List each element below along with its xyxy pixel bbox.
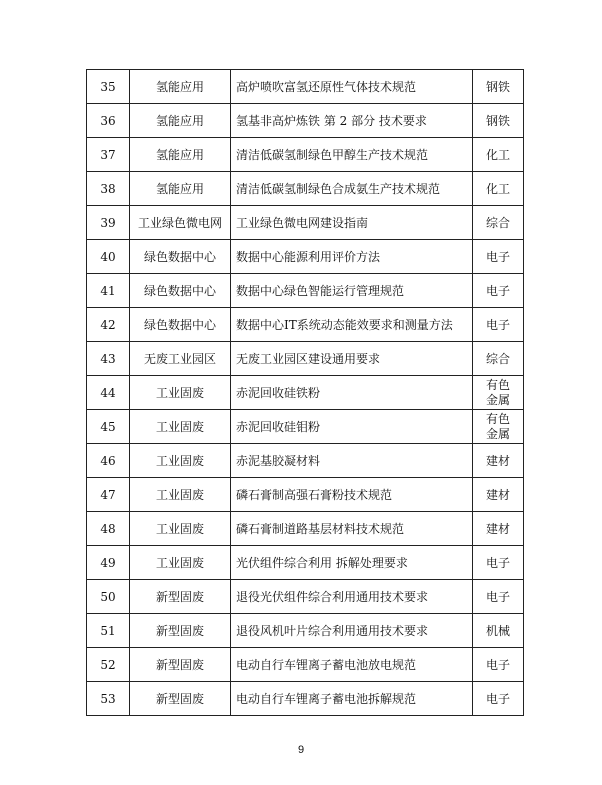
row-number-cell: 45 — [87, 410, 130, 444]
table-row — [87, 138, 524, 172]
category-cell: 工业固废 — [130, 478, 231, 512]
standard-name-cell: 赤泥基胶凝材料 — [231, 444, 473, 478]
category-cell: 工业固废 — [130, 444, 231, 478]
industry-cell: 综合 — [473, 206, 524, 240]
standards-table-body — [87, 70, 524, 716]
industry-cell: 有色金属 — [473, 410, 524, 444]
standard-name-cell: 数据中心能源利用评价方法 — [231, 240, 473, 274]
standards-table — [86, 69, 524, 716]
row-number-cell: 47 — [87, 478, 130, 512]
standard-name-cell: 氢基非高炉炼铁 第 2 部分 技术要求 — [231, 104, 473, 138]
industry-cell: 化工 — [473, 172, 524, 206]
row-number-cell: 44 — [87, 376, 130, 410]
row-number-cell: 40 — [87, 240, 130, 274]
table-row — [87, 376, 524, 410]
table-row — [87, 274, 524, 308]
row-number-cell: 53 — [87, 682, 130, 716]
table-row — [87, 648, 524, 682]
row-number-cell: 48 — [87, 512, 130, 546]
standard-name-cell: 清洁低碳氢制绿色甲醇生产技术规范 — [231, 138, 473, 172]
standard-name-cell: 赤泥回收硅铁粉 — [231, 376, 473, 410]
table-row — [87, 410, 524, 444]
industry-cell: 电子 — [473, 580, 524, 614]
row-number-cell: 37 — [87, 138, 130, 172]
standard-name-cell: 高炉喷吹富氢还原性气体技术规范 — [231, 70, 473, 104]
standard-name-cell: 数据中心IT系统动态能效要求和测量方法 — [231, 308, 473, 342]
standard-name-cell: 工业绿色微电网建设指南 — [231, 206, 473, 240]
table-row — [87, 104, 524, 138]
table-row — [87, 682, 524, 716]
row-number-cell: 52 — [87, 648, 130, 682]
table-row — [87, 512, 524, 546]
standard-name-cell: 无废工业园区建设通用要求 — [231, 342, 473, 376]
category-cell: 氢能应用 — [130, 70, 231, 104]
category-cell: 新型固废 — [130, 648, 231, 682]
standard-name-cell: 电动自行车锂离子蓄电池拆解规范 — [231, 682, 473, 716]
industry-cell: 钢铁 — [473, 70, 524, 104]
row-number-cell: 51 — [87, 614, 130, 648]
table-row — [87, 614, 524, 648]
standard-name-cell: 电动自行车锂离子蓄电池放电规范 — [231, 648, 473, 682]
industry-cell: 建材 — [473, 512, 524, 546]
category-cell: 工业固废 — [130, 512, 231, 546]
category-cell: 绿色数据中心 — [130, 308, 231, 342]
category-cell: 氢能应用 — [130, 138, 231, 172]
category-cell: 新型固废 — [130, 614, 231, 648]
table-row — [87, 308, 524, 342]
category-cell: 绿色数据中心 — [130, 240, 231, 274]
table-row — [87, 580, 524, 614]
table-row — [87, 70, 524, 104]
row-number-cell: 42 — [87, 308, 130, 342]
category-cell: 工业固废 — [130, 410, 231, 444]
row-number-cell: 46 — [87, 444, 130, 478]
category-cell: 无废工业园区 — [130, 342, 231, 376]
table-row — [87, 342, 524, 376]
row-number-cell: 43 — [87, 342, 130, 376]
row-number-cell: 35 — [87, 70, 130, 104]
category-cell: 新型固废 — [130, 682, 231, 716]
row-number-cell: 38 — [87, 172, 130, 206]
industry-cell: 机械 — [473, 614, 524, 648]
table-row — [87, 172, 524, 206]
row-number-cell: 49 — [87, 546, 130, 580]
standard-name-cell: 磷石膏制道路基层材料技术规范 — [231, 512, 473, 546]
row-number-cell: 41 — [87, 274, 130, 308]
category-cell: 工业绿色微电网 — [130, 206, 231, 240]
row-number-cell: 50 — [87, 580, 130, 614]
standard-name-cell: 磷石膏制高强石膏粉技术规范 — [231, 478, 473, 512]
table-row — [87, 444, 524, 478]
category-cell: 氢能应用 — [130, 172, 231, 206]
industry-cell: 钢铁 — [473, 104, 524, 138]
category-cell: 工业固废 — [130, 546, 231, 580]
standard-name-cell: 数据中心绿色智能运行管理规范 — [231, 274, 473, 308]
category-cell: 工业固废 — [130, 376, 231, 410]
industry-cell: 电子 — [473, 240, 524, 274]
industry-cell: 综合 — [473, 342, 524, 376]
industry-cell: 化工 — [473, 138, 524, 172]
table-row — [87, 546, 524, 580]
standard-name-cell: 退役风机叶片综合利用通用技术要求 — [231, 614, 473, 648]
table-row — [87, 206, 524, 240]
industry-cell: 建材 — [473, 478, 524, 512]
row-number-cell: 36 — [87, 104, 130, 138]
category-cell: 新型固废 — [130, 580, 231, 614]
category-cell: 氢能应用 — [130, 104, 231, 138]
industry-cell: 电子 — [473, 648, 524, 682]
industry-cell: 有色金属 — [473, 376, 524, 410]
table-row — [87, 240, 524, 274]
table-row — [87, 478, 524, 512]
industry-cell: 电子 — [473, 546, 524, 580]
standard-name-cell: 光伏组件综合利用 拆解处理要求 — [231, 546, 473, 580]
category-cell: 绿色数据中心 — [130, 274, 231, 308]
industry-cell: 电子 — [473, 308, 524, 342]
row-number-cell: 39 — [87, 206, 130, 240]
standard-name-cell: 清洁低碳氢制绿色合成氨生产技术规范 — [231, 172, 473, 206]
industry-cell: 电子 — [473, 274, 524, 308]
industry-cell: 电子 — [473, 682, 524, 716]
industry-cell: 建材 — [473, 444, 524, 478]
standard-name-cell: 退役光伏组件综合利用通用技术要求 — [231, 580, 473, 614]
page-number: 9 — [297, 744, 305, 756]
standard-name-cell: 赤泥回收硅钼粉 — [231, 410, 473, 444]
